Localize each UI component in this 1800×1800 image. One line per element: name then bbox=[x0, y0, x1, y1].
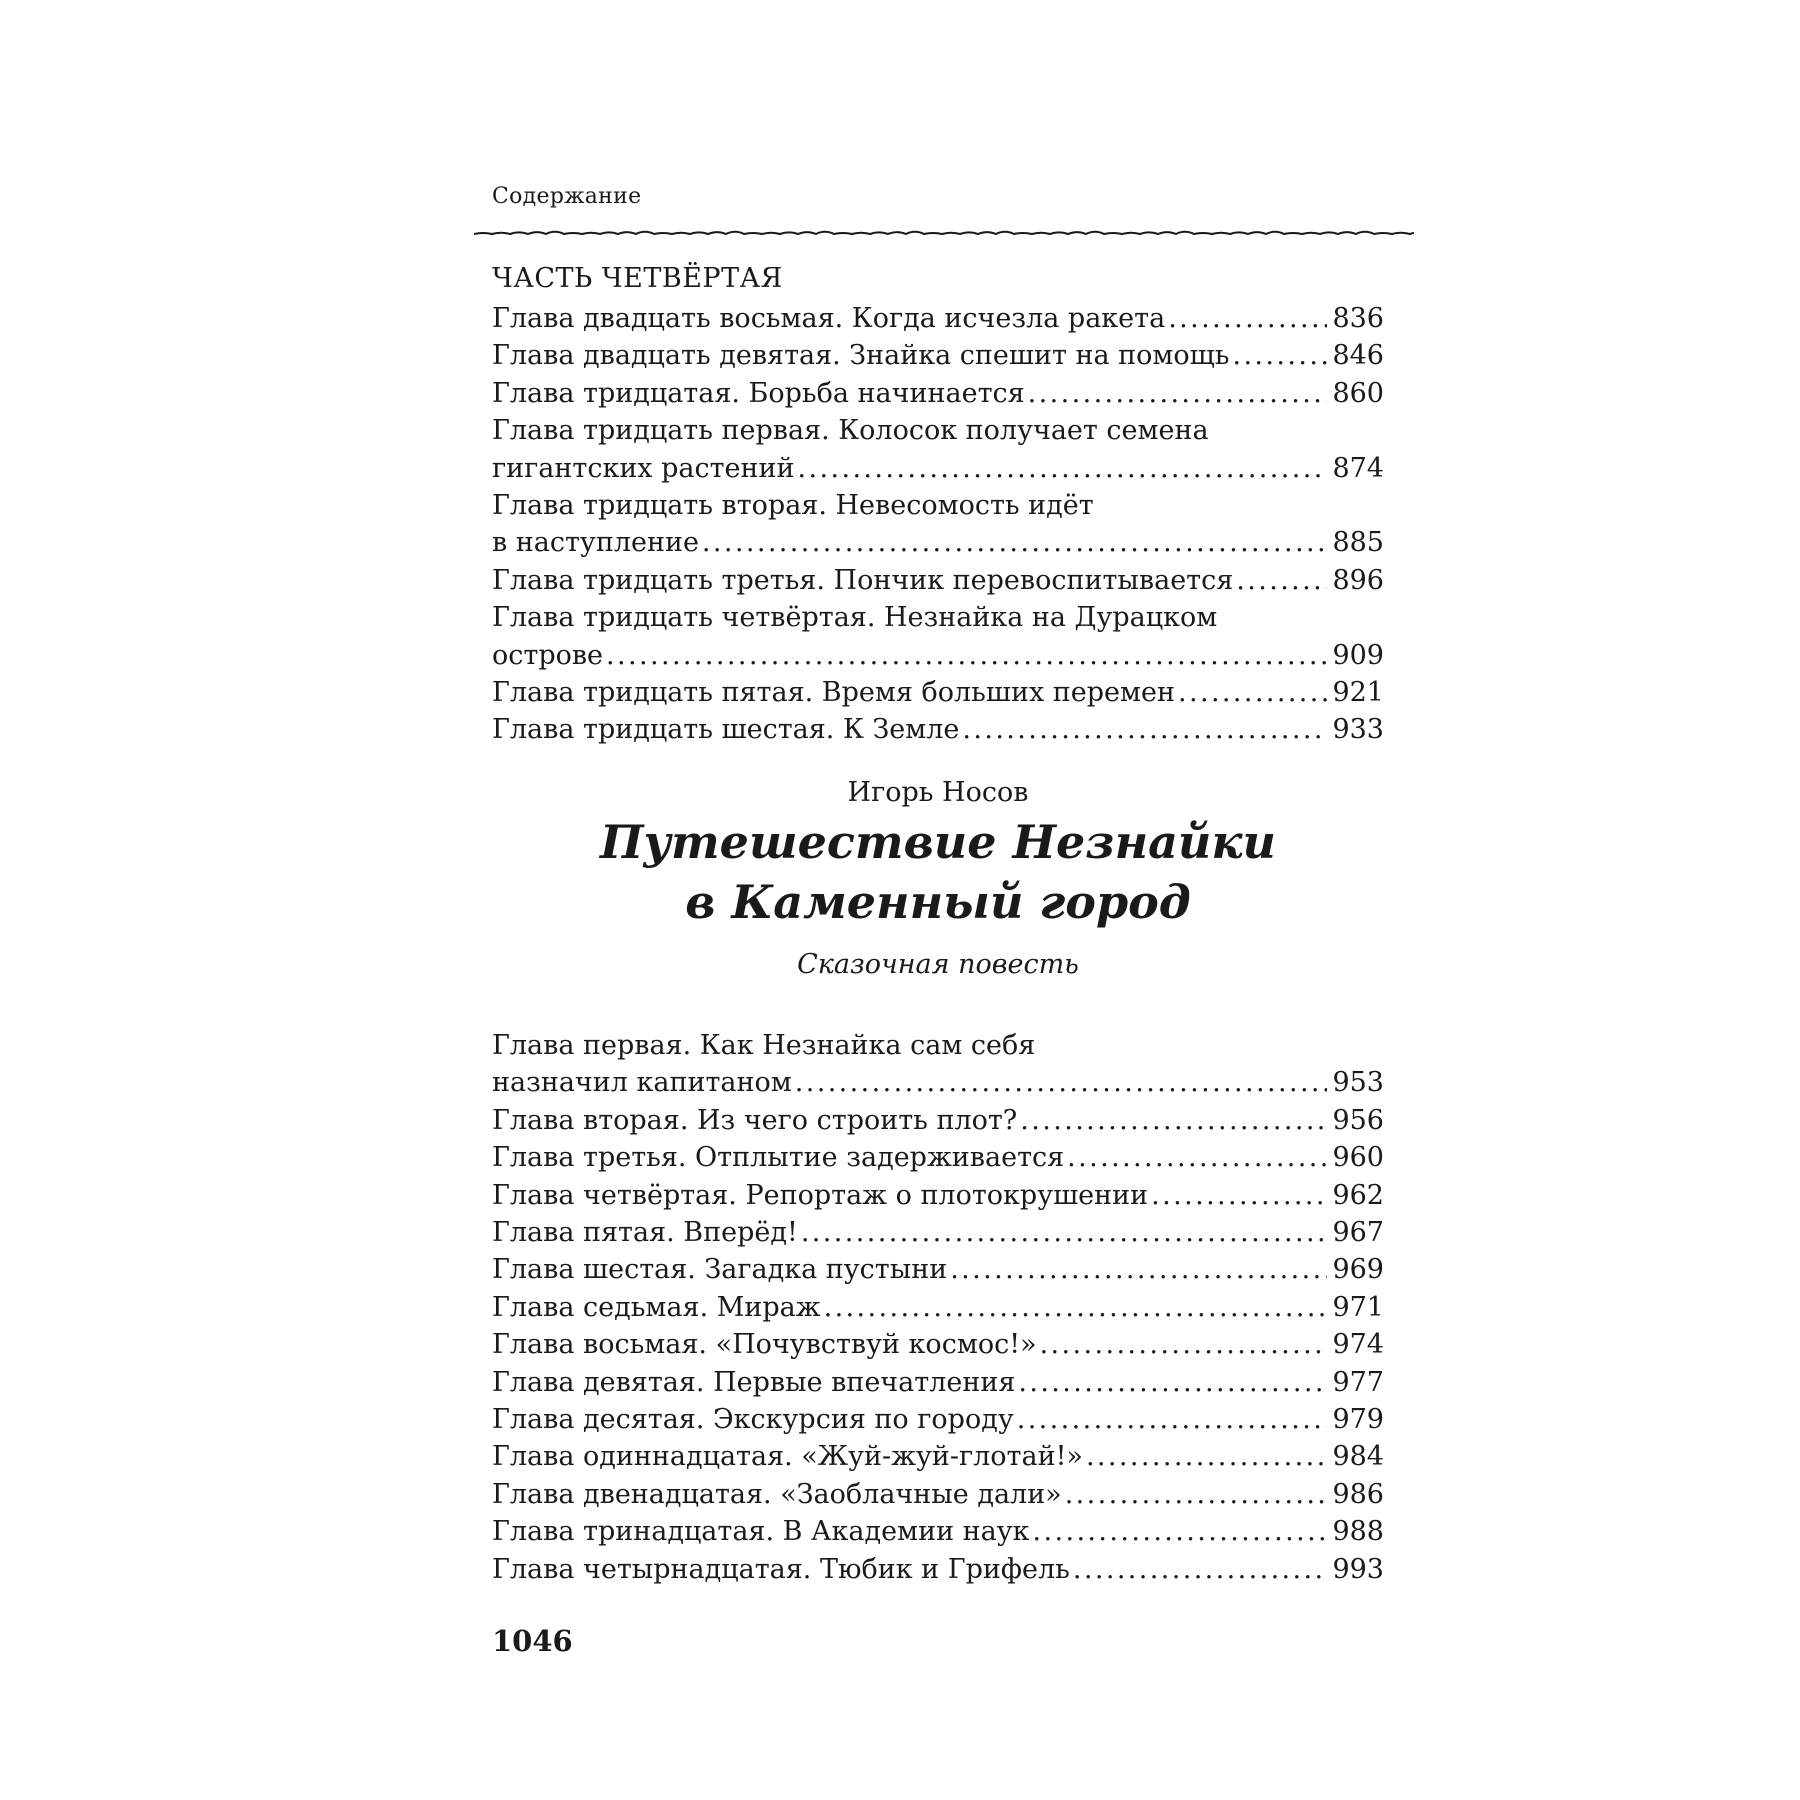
toc-entry-title: Глава двенадцатая. «Заоблачные дали» bbox=[492, 1478, 1062, 1510]
toc-entry-title: Глава десятая. Экскурсия по городу bbox=[492, 1404, 1014, 1436]
page-number: 1046 bbox=[492, 1624, 573, 1658]
toc-entry-line bbox=[492, 1177, 1384, 1214]
book-title-line-1: Путешествие Незнайки bbox=[600, 815, 1276, 869]
toc-entry-line bbox=[492, 1476, 1384, 1513]
toc-entry-page-number: 960 bbox=[1332, 1142, 1384, 1174]
toc-entry bbox=[492, 599, 1384, 674]
toc-entry-line bbox=[492, 1102, 1384, 1139]
wavy-rule-divider bbox=[474, 226, 1414, 242]
toc-entry-title: Глава тридцатая. Борьба начинается bbox=[492, 377, 1025, 409]
toc-entry-line bbox=[492, 1027, 1384, 1064]
dot-leader bbox=[1067, 1139, 1327, 1176]
toc-entry-title: Глава одиннадцатая. «Жуй-жуй-глотай!» bbox=[492, 1441, 1083, 1473]
toc-entry-line bbox=[492, 1289, 1384, 1326]
toc-entry bbox=[492, 1102, 1384, 1139]
dot-leader bbox=[1033, 1513, 1327, 1550]
toc-entry-page-number: 988 bbox=[1332, 1516, 1384, 1548]
toc-entry-title: Глава тридцать пятая. Время больших перемен bbox=[492, 677, 1175, 709]
toc-entry-line bbox=[492, 599, 1384, 636]
toc-entry-page-number: 971 bbox=[1332, 1291, 1384, 1323]
book-title-line-2: в Каменный город bbox=[685, 875, 1191, 929]
toc-entry bbox=[492, 562, 1384, 599]
toc-entry bbox=[492, 1251, 1384, 1288]
toc-entry-title: Глава двадцать восьмая. Когда исчезла ракета bbox=[492, 303, 1166, 334]
dot-leader bbox=[1040, 1326, 1327, 1363]
toc-entry bbox=[492, 412, 1384, 487]
toc-entry-page-number: 962 bbox=[1332, 1179, 1384, 1211]
dot-leader bbox=[1168, 300, 1327, 337]
toc-entry-line bbox=[492, 711, 1384, 748]
toc-list-book2 bbox=[492, 1027, 1384, 1588]
toc-entry bbox=[492, 1139, 1384, 1176]
toc-entry-title: Глава тридцать первая. Колосок получает семена bbox=[492, 415, 1209, 447]
toc-entry bbox=[492, 1513, 1384, 1550]
dot-leader bbox=[1236, 562, 1327, 599]
toc-entry-line bbox=[492, 487, 1384, 524]
toc-entry bbox=[492, 1027, 1384, 1102]
toc-entry-page-number: 956 bbox=[1332, 1104, 1384, 1136]
running-head: Содержание bbox=[492, 184, 642, 209]
toc-entry-page-number: 885 bbox=[1332, 527, 1384, 559]
toc-entry-page-number: 974 bbox=[1332, 1329, 1384, 1361]
dot-leader bbox=[1020, 1102, 1327, 1139]
toc-entry-page-number: 846 bbox=[1332, 340, 1384, 372]
toc-entry-title: Глава шестая. Загадка пустыни bbox=[492, 1254, 948, 1286]
toc-entry-line bbox=[492, 1214, 1384, 1251]
toc-entry bbox=[492, 711, 1384, 748]
toc-entry bbox=[492, 1364, 1384, 1401]
toc-entry-title: Глава тридцать третья. Пончик перевоспитывается bbox=[492, 564, 1234, 596]
toc-entry-line bbox=[492, 674, 1384, 711]
dot-leader bbox=[1086, 1438, 1327, 1475]
part-title: ЧАСТЬ ЧЕТВЁРТАЯ bbox=[492, 263, 783, 294]
book-title bbox=[492, 812, 1384, 932]
dot-leader bbox=[1178, 674, 1327, 711]
toc-entry-title: Глава четвёртая. Репортаж о плотокрушении bbox=[492, 1179, 1149, 1211]
toc-entry-line bbox=[492, 637, 1384, 674]
toc-entry-line bbox=[492, 412, 1384, 449]
toc-entry-line bbox=[492, 524, 1384, 561]
toc-entry bbox=[492, 1289, 1384, 1326]
toc-entry-page-number: 993 bbox=[1332, 1553, 1384, 1585]
toc-entry-page-number: 896 bbox=[1332, 564, 1384, 596]
toc-entry-line bbox=[492, 1251, 1384, 1288]
toc-entry-title: Глава пятая. Вперёд! bbox=[492, 1217, 798, 1249]
toc-entry bbox=[492, 1214, 1384, 1251]
book-page bbox=[492, 0, 1384, 1800]
dot-leader bbox=[1073, 1551, 1327, 1588]
toc-entry-title: Глава тринадцатая. В Академии наук bbox=[492, 1516, 1030, 1548]
toc-entry-title: назначил капитаном bbox=[492, 1067, 792, 1099]
dot-leader bbox=[795, 1064, 1327, 1101]
toc-entry-line bbox=[492, 1139, 1384, 1176]
dot-leader bbox=[1017, 1401, 1327, 1438]
toc-entry-title: Глава тридцать вторая. Невесомость идёт bbox=[492, 490, 1094, 522]
toc-entry-title: Глава третья. Отплытие задерживается bbox=[492, 1142, 1065, 1174]
toc-entry-line bbox=[492, 300, 1384, 337]
toc-entry-line bbox=[492, 1551, 1384, 1588]
book-author: Игорь Носов bbox=[847, 777, 1029, 808]
toc-entry-line bbox=[492, 1438, 1384, 1475]
toc-entry-line bbox=[492, 1064, 1384, 1101]
toc-entry-line bbox=[492, 337, 1384, 374]
toc-entry-page-number: 933 bbox=[1332, 714, 1384, 746]
dot-leader bbox=[798, 450, 1327, 487]
toc-entry-line bbox=[492, 1401, 1384, 1438]
toc-entry bbox=[492, 1438, 1384, 1475]
toc-entry-title: Глава тридцать четвёртая. Незнайка на Дурацком bbox=[492, 602, 1218, 634]
dot-leader bbox=[801, 1214, 1327, 1251]
toc-entry-title: Глава девятая. Первые впечатления bbox=[492, 1366, 1016, 1398]
toc-entry-page-number: 969 bbox=[1332, 1254, 1384, 1286]
toc-entry bbox=[492, 337, 1384, 374]
dot-leader bbox=[950, 1251, 1327, 1288]
toc-entry-title: Глава вторая. Из чего строить плот? bbox=[492, 1104, 1018, 1136]
toc-entry bbox=[492, 674, 1384, 711]
toc-entry bbox=[492, 1476, 1384, 1513]
toc-list-part4 bbox=[492, 300, 1384, 749]
toc-entry-title: в наступление bbox=[492, 527, 699, 559]
dot-leader bbox=[1151, 1177, 1327, 1214]
toc-entry bbox=[492, 487, 1384, 562]
toc-entry-page-number: 979 bbox=[1332, 1404, 1384, 1436]
dot-leader bbox=[1018, 1364, 1327, 1401]
dot-leader bbox=[606, 637, 1327, 674]
toc-entry-page-number: 967 bbox=[1332, 1217, 1384, 1249]
toc-entry-page-number: 921 bbox=[1332, 677, 1384, 709]
toc-entry-line bbox=[492, 1326, 1384, 1363]
toc-entry bbox=[492, 375, 1384, 412]
toc-entry-title: Глава четырнадцатая. Тюбик и Грифель bbox=[492, 1553, 1070, 1585]
toc-entry-line bbox=[492, 562, 1384, 599]
dot-leader bbox=[962, 711, 1327, 748]
toc-entry-title: острове bbox=[492, 639, 604, 671]
toc-entry-line bbox=[492, 375, 1384, 412]
dot-leader bbox=[1065, 1476, 1327, 1513]
toc-entry-line bbox=[492, 1364, 1384, 1401]
toc-entry bbox=[492, 1551, 1384, 1588]
toc-entry-page-number: 874 bbox=[1332, 452, 1384, 484]
toc-entry-page-number: 953 bbox=[1332, 1067, 1384, 1099]
dot-leader bbox=[824, 1289, 1327, 1326]
toc-entry-page-number: 984 bbox=[1332, 1441, 1384, 1473]
toc-entry bbox=[492, 300, 1384, 337]
toc-entry-title: гигантских растений bbox=[492, 452, 795, 484]
dot-leader bbox=[1232, 337, 1327, 374]
toc-entry-page-number: 836 bbox=[1332, 303, 1384, 334]
toc-entry-line bbox=[492, 450, 1384, 487]
dot-leader bbox=[1028, 375, 1327, 412]
toc-entry-title: Глава первая. Как Незнайка сам себя bbox=[492, 1030, 1036, 1061]
toc-entry-title: Глава двадцать девятая. Знайка спешит на помощь bbox=[492, 340, 1230, 372]
book-subtitle: Сказочная повесть bbox=[797, 949, 1079, 980]
toc-entry-line bbox=[492, 1513, 1384, 1550]
toc-entry-page-number: 986 bbox=[1332, 1478, 1384, 1510]
toc-entry bbox=[492, 1177, 1384, 1214]
toc-entry-page-number: 977 bbox=[1332, 1366, 1384, 1398]
toc-entry-page-number: 909 bbox=[1332, 639, 1384, 671]
toc-entry bbox=[492, 1326, 1384, 1363]
toc-entry-page-number: 860 bbox=[1332, 377, 1384, 409]
toc-entry-title: Глава восьмая. «Почувствуй космос!» bbox=[492, 1329, 1037, 1361]
toc-entry-title: Глава тридцать шестая. К Земле bbox=[492, 714, 960, 746]
toc-entry bbox=[492, 1401, 1384, 1438]
toc-entry-title: Глава седьмая. Мираж bbox=[492, 1291, 821, 1323]
dot-leader bbox=[702, 524, 1327, 561]
